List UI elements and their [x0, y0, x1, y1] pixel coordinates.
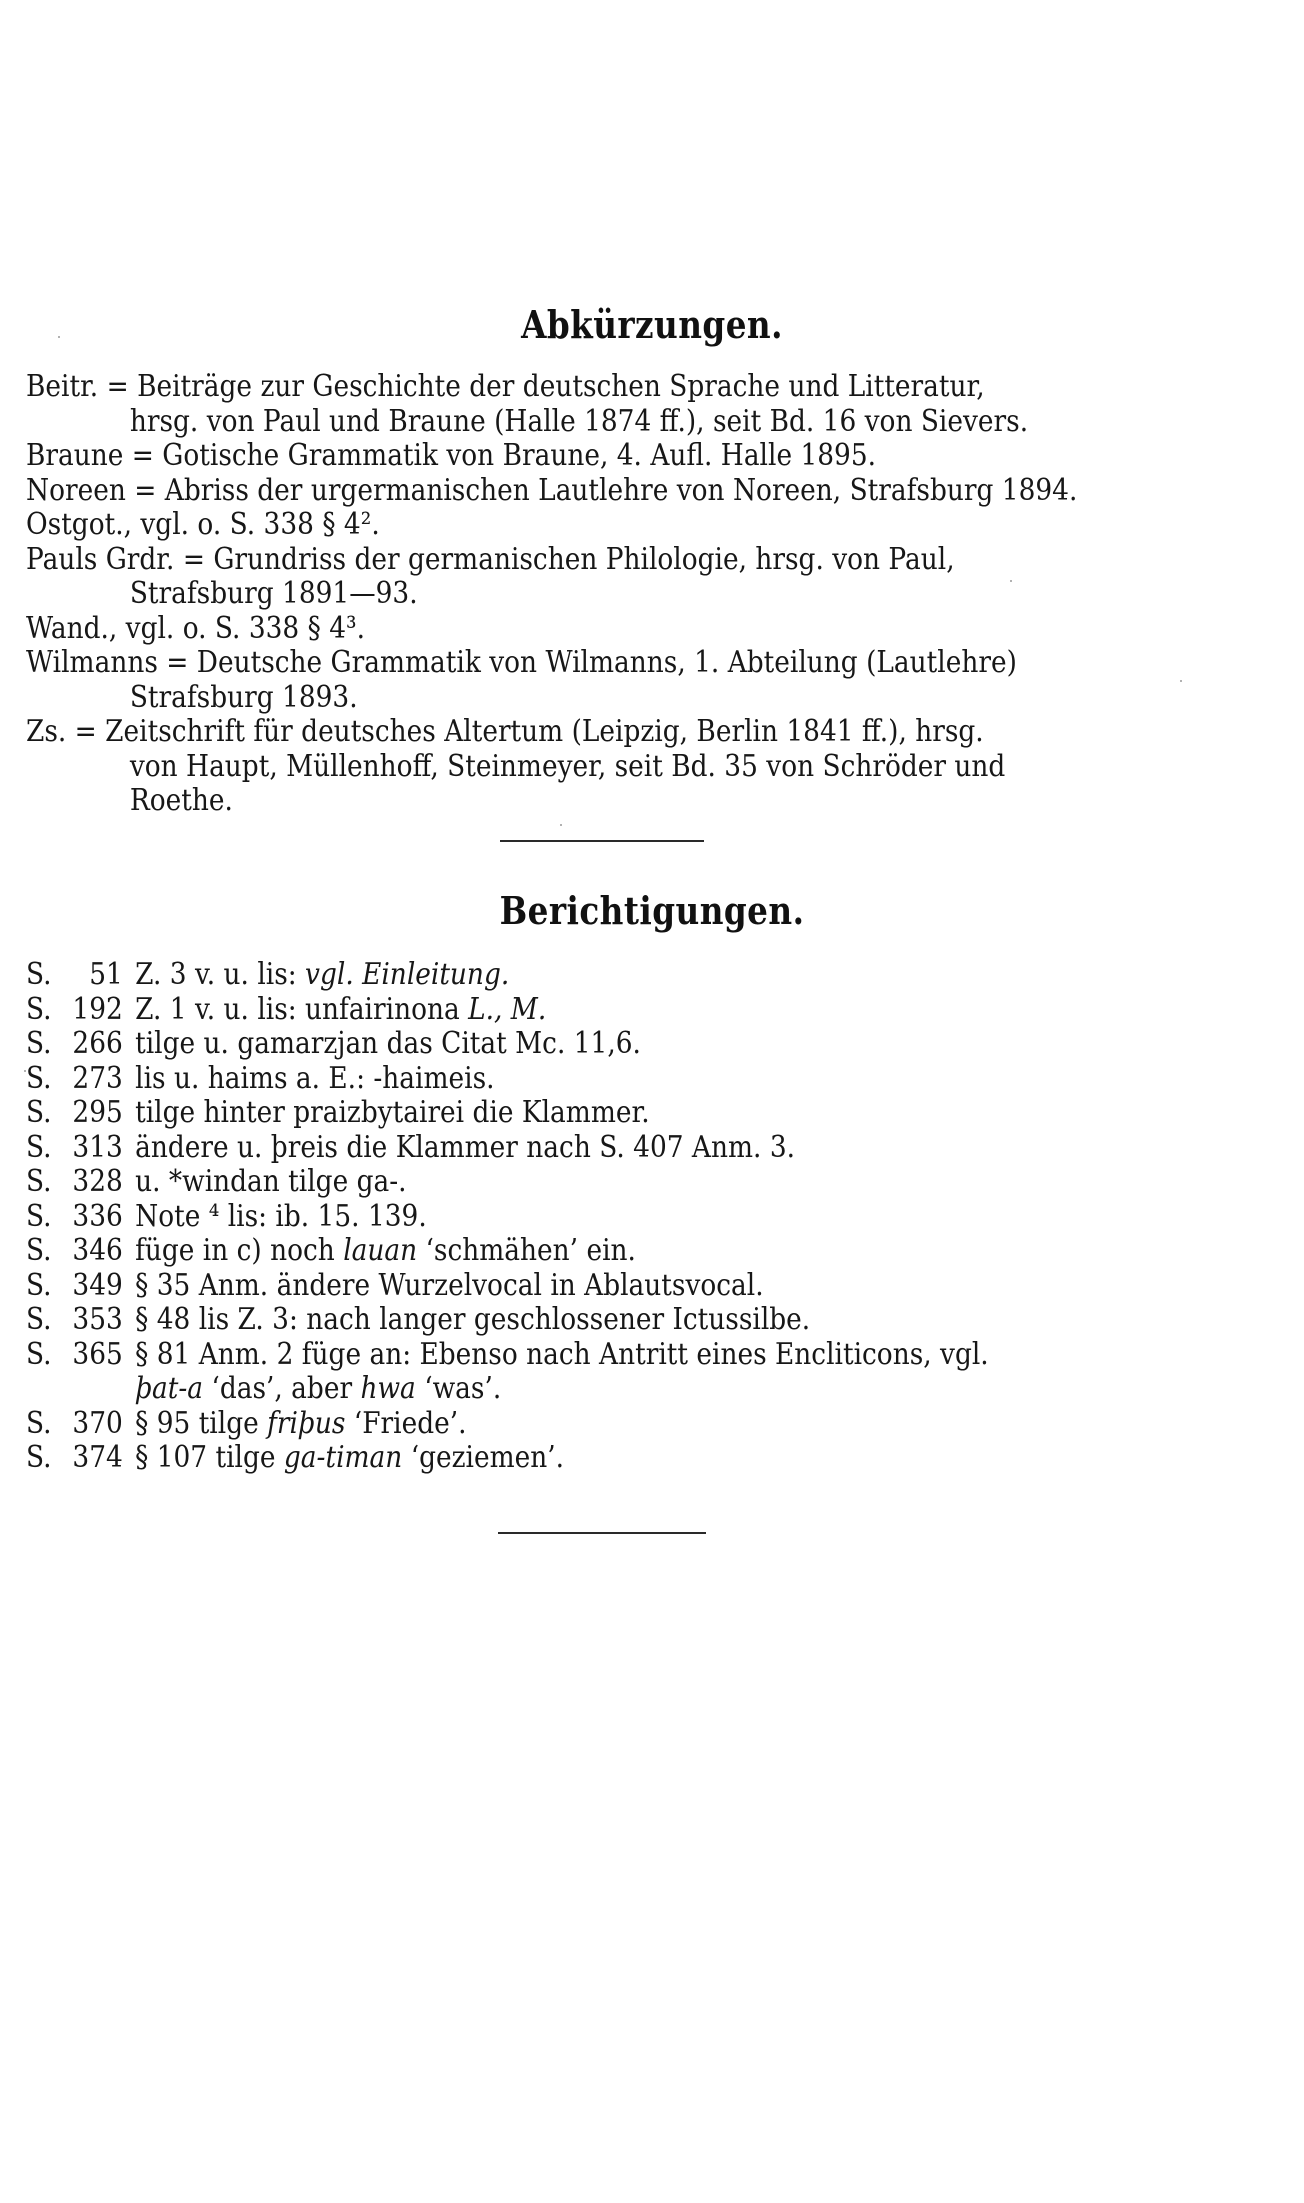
- page-number: 336: [72, 1198, 123, 1234]
- correction-entry: [26, 1096, 1064, 1131]
- correction-entry: [26, 1234, 1064, 1269]
- correction-text-segment: ‘was’.: [415, 1371, 502, 1406]
- page-number: 273: [72, 1060, 123, 1096]
- page-number: 295: [72, 1095, 123, 1130]
- abbreviation-line: Noreen = Abriss der urgermanischen Lautlehre von Noreen, Strafsburg 1894.: [26, 472, 1078, 508]
- page-prefix: S.: [26, 1164, 52, 1199]
- italic-word: vgl. Einleitung.: [305, 957, 510, 992]
- correction-text-segment: Note ⁴ lis: ib. 15. 139.: [135, 1198, 427, 1234]
- correction-entry: [26, 1027, 1064, 1062]
- abbreviations-list: [26, 370, 1206, 819]
- italic-word: L., M.: [468, 991, 547, 1027]
- page-number: 349: [72, 1267, 123, 1303]
- abbreviation-entry: [26, 508, 1206, 543]
- italic-word: friþus: [267, 1405, 346, 1441]
- page-number: 51: [89, 957, 123, 992]
- page-prefix: S.: [26, 1302, 52, 1337]
- correction-text: [135, 1062, 494, 1097]
- correction-text: [135, 958, 509, 993]
- print-speck: [1010, 580, 1012, 582]
- abbreviation-continuation-line: Strafsburg 1891—93.: [129, 576, 418, 611]
- abbreviation-continuation-line: Roethe.: [129, 783, 233, 818]
- correction-entry: [26, 1441, 1064, 1476]
- page-prefix: S.: [26, 1405, 52, 1441]
- page-number: 365: [72, 1336, 123, 1372]
- correction-text-segment: füge in c) noch: [135, 1233, 344, 1268]
- page-prefix: S.: [26, 1267, 52, 1303]
- abbreviation-entry: [26, 646, 1206, 715]
- correction-text-segment: § 81 Anm. 2 füge an: Ebenso nach Antritt eines Encliticons, vgl.: [135, 1336, 989, 1372]
- correction-text-segment: ‘geziemen’.: [402, 1440, 565, 1475]
- abbreviation-line: Zs. = Zeitschrift für deutsches Altertum (Leipzig, Berlin 1841 ff.), hrsg.: [26, 714, 984, 749]
- corrections-heading: Berichtigungen.: [499, 888, 805, 933]
- correction-text: [135, 1338, 989, 1373]
- abbreviation-entry: [26, 474, 1206, 509]
- correction-entry: [26, 1269, 1064, 1304]
- page-number: 353: [72, 1302, 123, 1337]
- page-prefix: S.: [26, 1198, 52, 1234]
- page-prefix: S.: [26, 1336, 52, 1372]
- closing-divider-rule: [498, 1532, 706, 1534]
- correction-text-segment: Z. 1 v. u. lis: unfairinona: [135, 991, 469, 1027]
- correction-entry: [26, 1131, 1064, 1166]
- section-divider-rule: [500, 840, 704, 842]
- print-speck: [1180, 680, 1182, 682]
- abbreviation-line: Pauls Grdr. = Grundriss der germanischen Philologie, hrsg. von Paul,: [26, 541, 955, 577]
- italic-word: þat-a: [135, 1371, 204, 1406]
- correction-text-segment: tilge hinter praizbytairei die Klammer.: [135, 1095, 650, 1130]
- correction-text: [135, 1096, 649, 1131]
- correction-text-segment: § 35 Anm. ändere Wurzelvocal in Ablautsvocal.: [135, 1267, 764, 1303]
- correction-entry: [26, 1062, 1064, 1097]
- italic-word: lauan: [343, 1233, 418, 1268]
- print-speck: [24, 1070, 26, 1072]
- page-prefix: S.: [26, 1440, 52, 1475]
- correction-text-segment: Z. 3 v. u. lis:: [135, 957, 306, 992]
- correction-text: [135, 1269, 764, 1304]
- abbreviation-entry: [26, 715, 1206, 819]
- correction-text-segment: § 48 lis Z. 3: nach langer geschlossener Ictussilbe.: [135, 1302, 811, 1337]
- correction-text-segment: ändere u. þreis die Klammer nach S. 407 Anm. 3.: [135, 1129, 796, 1165]
- correction-text: [135, 1027, 641, 1062]
- page-number: 266: [72, 1026, 123, 1061]
- italic-word: ga-timan: [283, 1440, 403, 1475]
- correction-text-segment: ‘schmähen’ ein.: [417, 1233, 636, 1268]
- correction-text-segment: u. *windan tilge ga-.: [135, 1164, 407, 1199]
- correction-text: [135, 1234, 636, 1269]
- abbreviation-line: Beitr. = Beiträge zur Geschichte der deutschen Sprache und Litteratur,: [26, 369, 985, 404]
- page-prefix: S.: [26, 957, 52, 992]
- abbreviation-entry: [26, 543, 1206, 612]
- page-prefix: S.: [26, 1129, 52, 1165]
- page-prefix: S.: [26, 1233, 52, 1268]
- page-number: 374: [72, 1440, 123, 1475]
- correction-text-segment: § 107 tilge: [135, 1440, 284, 1475]
- abbreviation-line: Braune = Gotische Grammatik von Braune, 4. Aufl. Halle 1895.: [26, 438, 877, 473]
- page-prefix: S.: [26, 991, 52, 1027]
- correction-continuation-line: [26, 1372, 1064, 1407]
- abbreviation-entry: [26, 439, 1206, 474]
- page-number: 346: [72, 1233, 123, 1268]
- corrections-list: [26, 958, 1206, 1476]
- abbreviation-entry: [26, 612, 1206, 647]
- abbreviation-line: Wilmanns = Deutsche Grammatik von Wilmanns, 1. Abteilung (Lautlehre): [26, 645, 1017, 680]
- correction-entry: [26, 993, 1064, 1028]
- abbreviations-heading: Abkürzungen.: [521, 302, 783, 347]
- correction-entry: [26, 1165, 1064, 1200]
- page-prefix: S.: [26, 1060, 52, 1096]
- correction-entry: [26, 1407, 1064, 1442]
- abbreviation-entry: [26, 370, 1206, 439]
- page-number: 192: [72, 991, 123, 1027]
- correction-entry: [26, 1303, 1064, 1338]
- abbreviation-line: Ostgot., vgl. o. S. 338 § 4².: [26, 507, 380, 542]
- correction-text-segment: tilge u. gamarzjan das Citat Mc. 11,6.: [135, 1026, 641, 1061]
- correction-text: [135, 1200, 427, 1235]
- correction-text: [135, 1165, 406, 1200]
- print-speck: [58, 336, 60, 338]
- page-number: 370: [72, 1405, 123, 1441]
- page-number: 313: [72, 1129, 123, 1165]
- correction-entry: [26, 1338, 1064, 1373]
- abbreviation-continuation-line: Strafsburg 1893.: [129, 679, 358, 715]
- abbreviation-continuation-line: von Haupt, Müllenhoff, Steinmeyer, seit Bd. 35 von Schröder und: [129, 748, 1006, 784]
- correction-text: [135, 1407, 466, 1442]
- print-speck: [560, 824, 562, 826]
- correction-text-segment: § 95 tilge: [135, 1405, 268, 1441]
- correction-text-segment: ‘Friede’.: [345, 1405, 467, 1441]
- page-prefix: S.: [26, 1095, 52, 1130]
- correction-text-segment: lis u. haims a. E.: -haimeis.: [135, 1060, 495, 1096]
- correction-text: [135, 1441, 564, 1476]
- page-number: 328: [72, 1164, 123, 1199]
- correction-text: [135, 993, 546, 1028]
- italic-word: hwa: [360, 1371, 416, 1406]
- correction-text: [135, 1303, 810, 1338]
- correction-text-segment: ‘das’, aber: [203, 1371, 361, 1406]
- abbreviation-continuation-line: hrsg. von Paul und Braune (Halle 1874 ff.), seit Bd. 16 von Sievers.: [129, 403, 1029, 439]
- page-prefix: S.: [26, 1026, 52, 1061]
- abbreviation-line: Wand., vgl. o. S. 338 § 4³.: [26, 610, 365, 646]
- correction-entry: [26, 958, 1064, 993]
- correction-entry: [26, 1200, 1064, 1235]
- correction-text: [135, 1131, 795, 1166]
